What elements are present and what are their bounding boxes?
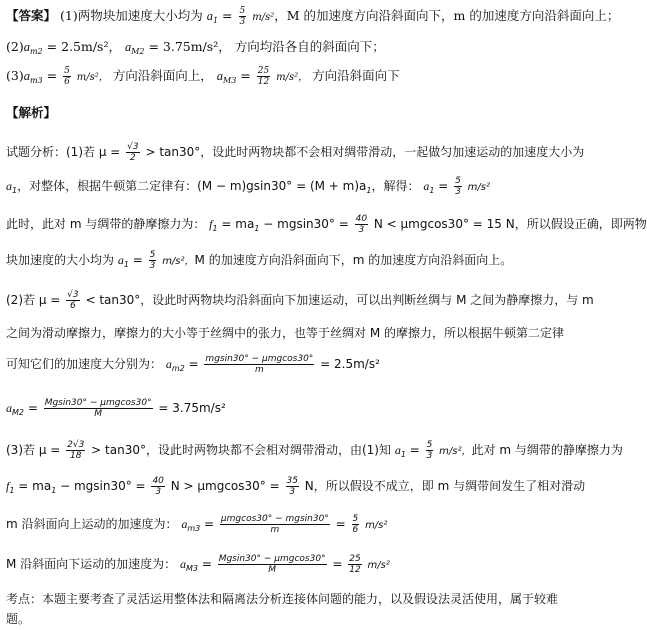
analysis-p2-line-3: 可知它们的加速度大分别为： $a_{m2}$ = $\frac{\text{mgsin30° − μmgcos30°}}{m}$ = 2.5m/s²	[6, 354, 380, 375]
answer-line-3: $(3)a_{m3}$ = $\frac{5}{6}$ m/s²， 方向沿斜面向上， $a_{M3}$ = $\frac{25}{12}$ m/s²， 方向沿斜面向下	[6, 66, 400, 87]
answer-line-2: $(2)a_{m2} = 2.5m/s^2$， $a_{M2} = 3.75m/s^2$， 方向均沿各自的斜面向下；	[6, 39, 385, 56]
analysis-p1-line-2: $a_1$，对整体，根据牛顿第二定律有：$(M - m)gsin30^\circ = (M + m)a_1$，解得： $a_1$ = $\frac{5}{3}$ m/s²	[6, 176, 491, 197]
knowledge-point-line-2: 题。	[6, 612, 31, 626]
analysis-p3-line-2: $f_1 = ma_1 - mgsin30^\circ$ = $\frac{40}{3}$ N > μmgcos30° = $\frac{35}{3}$ N，所以假设不成立，即 m 与绸带间发生了相对滑动	[6, 476, 586, 497]
fraction: $\frac{5}{3}$	[239, 6, 246, 27]
analysis-tag: 【解析】	[6, 105, 57, 120]
analysis-p1-line-1: 试题分析：(1)若 μ = $\frac{√3}{2}$ > tan30°，设此时两物块都不会相对绸带滑动，一起做匀加速运动的加速度大小为	[6, 142, 585, 163]
analysis-p1-line-4: 块加速度的大小均为 $a_1$ = $\frac{5}{3}$ m/s²，M 的加速度方向沿斜面向下，m 的加速度方向沿斜面向上。	[6, 250, 513, 271]
analysis-p2-line-1: (2)若 μ = $\frac{√3}{6}$ < tan30°，设此时两物块均沿斜面向下加速运动，可以出判断丝绸与 M 之间为静摩擦力，与 m	[6, 290, 594, 311]
answer-line-1: 【答案】 (1)两物块加速度大小均为 $a_1$ = $\frac{5}{3}$ m/s²，M 的加速度方向沿斜面向下，m 的加速度方向沿斜面向上；	[6, 6, 620, 27]
analysis-p3-line-4: M 沿斜面向下运动的加速度为： $a_{M3}$ = $\frac{\text{Mgsin30° − μmgcos30°}}{M}$ = $\frac{25}{12}$ m/s²	[6, 554, 390, 575]
analysis-p2-line-2: 之间为滑动摩擦力，摩擦力的大小等于丝绸中的张力，也等于丝绸对 M 的摩擦力，所以根据牛顿第二定律	[6, 326, 564, 340]
answer-tag: 【答案】	[6, 8, 57, 23]
analysis-p2-line-4: $a_{M2}$ = $\frac{\text{Mgsin30° − μmgcos30°}}{M}$ = 3.75m/s²	[6, 398, 226, 419]
analysis-p3-line-3: m 沿斜面向上运动的加速度为： $a_{m3}$ = $\frac{\text{μmgcos30° − mgsin30°}}{m}$ = $\frac{5}{6}$ m/s²	[6, 514, 388, 535]
analysis-p3-line-1: (3)若 μ = $\frac{2√3}{18}$ > tan30°，设此时两物块都不会相对绸带滑动，由(1)知 $a_1$ = $\frac{5}{3}$ m/s²，此对 m 与绸带的静摩擦力为	[6, 440, 623, 461]
analysis-p1-line-3: 此时，此对 m 与绸带的静摩擦力为： $f_1 = ma_1 - mgsin30^\circ$ = $\frac{40}{3}$ N < μmgcos30° = 15 N，所以假设正确，即两物	[6, 214, 647, 235]
knowledge-point-line-1: 考点：本题主要考查了灵活运用整体法和隔离法分析连接体问题的能力，以及假设法灵活使用，属于较难	[6, 592, 559, 606]
